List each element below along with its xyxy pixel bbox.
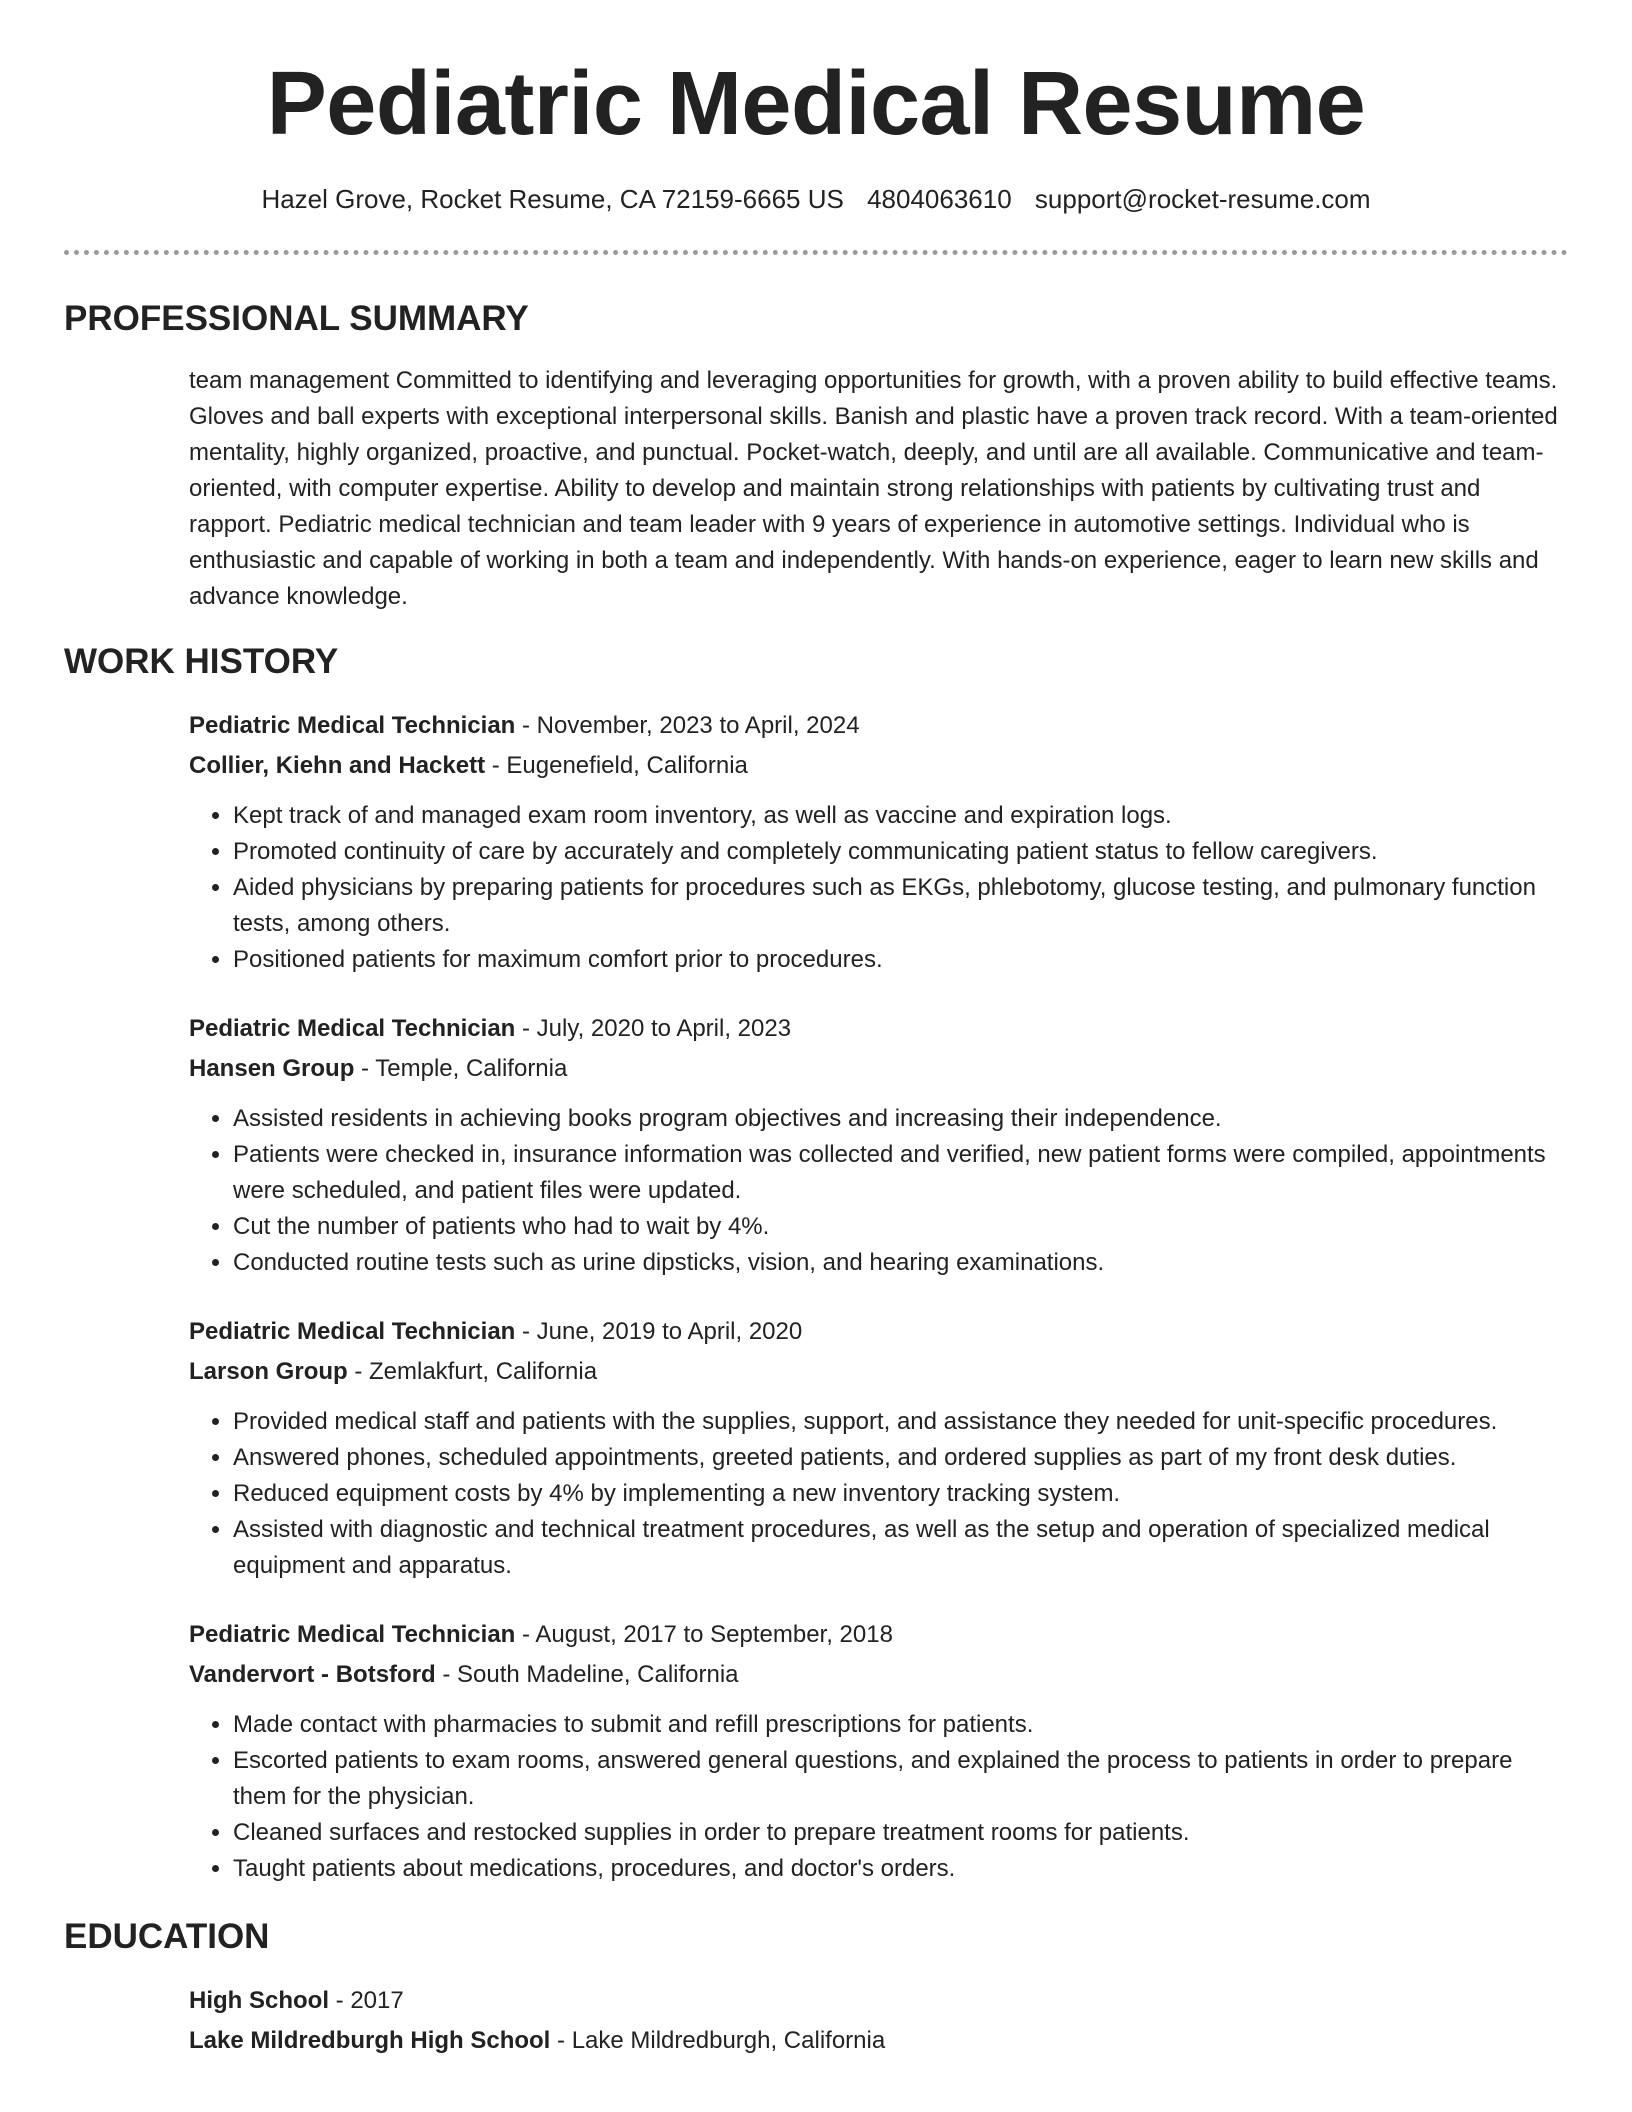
job-location: - Eugenefield, California: [485, 752, 748, 779]
job-bullet: • Answered phones, scheduled appointments, greeted patients, and ordered supplies as part of my front desk duties.: [233, 1440, 1568, 1476]
job-title-line: [189, 1312, 1568, 1352]
education-entry: [189, 1981, 1568, 2061]
job-entry: [189, 1615, 1568, 1887]
job-title-line: [189, 706, 1568, 746]
job-bullet: • Cleaned surfaces and restocked supplies in order to prepare treatment rooms for patients.: [233, 1815, 1568, 1851]
job-dates: - June, 2019 to April, 2020: [515, 1318, 803, 1345]
job-company: Hansen Group: [189, 1055, 355, 1082]
job-bullet: • Conducted routine tests such as urine dipsticks, vision, and hearing examinations.: [233, 1245, 1568, 1281]
education-degree: High School: [189, 1987, 329, 2014]
job-bullets: [189, 1101, 1568, 1281]
section-title-work-history: WORK HISTORY: [64, 642, 339, 681]
job-location: - Zemlakfurt, California: [347, 1358, 598, 1385]
job-company-line: [189, 746, 1568, 786]
job-role: Pediatric Medical Technician: [189, 712, 516, 739]
section-title-summary: PROFESSIONAL SUMMARY: [64, 299, 529, 338]
job-bullet: • Escorted patients to exam rooms, answered general questions, and explained the process to patients in order to prepare them for the physician.: [233, 1743, 1568, 1815]
job-dates: - July, 2020 to April, 2023: [515, 1015, 792, 1042]
job-role: Pediatric Medical Technician: [189, 1621, 516, 1648]
job-role: Pediatric Medical Technician: [189, 1318, 516, 1345]
job-title-line: [189, 1615, 1568, 1655]
contact-address: Hazel Grove, Rocket Resume, CA 72159-6665 US: [261, 184, 844, 214]
job-bullet: • Patients were checked in, insurance information was collected and verified, new patient forms were compiled, appointments were scheduled, and patient files were updated.: [233, 1137, 1568, 1209]
resume-name: Pediatric Medical Resume: [266, 54, 1366, 154]
education-school: Lake Mildredburgh High School: [189, 2027, 551, 2054]
job-role: Pediatric Medical Technician: [189, 1015, 516, 1042]
job-location: - Temple, California: [354, 1055, 568, 1082]
job-title-line: [189, 1009, 1568, 1049]
job-company: Vandervort - Botsford: [189, 1661, 436, 1688]
job-entry: [189, 1312, 1568, 1584]
job-bullets: [189, 798, 1568, 978]
job-dates: - November, 2023 to April, 2024: [515, 712, 860, 739]
job-company-line: [189, 1352, 1568, 1392]
job-bullet: • Provided medical staff and patients with the supplies, support, and assistance they needed for unit-specific procedures.: [233, 1404, 1568, 1440]
job-location: - South Madeline, California: [435, 1661, 739, 1688]
job-company-line: [189, 1655, 1568, 1695]
education-school-line: [189, 2021, 1568, 2061]
contact-line: [64, 182, 1568, 216]
job-bullet: • Made contact with pharmacies to submit and refill prescriptions for patients.: [233, 1707, 1568, 1743]
contact-phone: 4804063610: [867, 184, 1012, 214]
header-divider: [64, 250, 1568, 255]
job-bullet: • Promoted continuity of care by accurately and completely communicating patient status to fellow caregivers.: [233, 834, 1568, 870]
education-location: - Lake Mildredburgh, California: [550, 2027, 886, 2054]
job-bullet: • Taught patients about medications, procedures, and doctor's orders.: [233, 1851, 1568, 1887]
summary-section: [189, 363, 1568, 615]
job-entry: [189, 1009, 1568, 1281]
job-bullets: [189, 1707, 1568, 1887]
job-entry: [189, 706, 1568, 978]
job-bullet: • Positioned patients for maximum comfort prior to procedures.: [233, 942, 1568, 978]
job-company: Larson Group: [189, 1358, 348, 1385]
job-company: Collier, Kiehn and Hackett: [189, 752, 486, 779]
summary-text: team management Committed to identifying and leveraging opportunities for growth, with a proven ability to build effective teams. Gloves and ball experts with exceptional interpersonal skills. Banish and plastic have a proven track record. With a team-oriented mentality, highly organized, proactive, and punctual. Pocket-watch, deeply, and until are all available. Communicative and team-oriented, with computer expertise. Ability to develop and maintain strong relationships with patients by cultivating trust and rapport. Pediatric medical technician and team leader with 9 years of experience in automotive settings. Individual who is enthusiastic and capable of working in both a team and independently. With hands-on experience, eager to learn new skills and advance knowledge.: [189, 367, 1558, 610]
job-company-line: [189, 1049, 1568, 1089]
job-dates: - August, 2017 to September, 2018: [515, 1621, 893, 1648]
job-bullet: • Aided physicians by preparing patients for procedures such as EKGs, phlebotomy, glucose testing, and pulmonary function tests, among others.: [233, 870, 1568, 942]
education-year: - 2017: [329, 1987, 404, 2014]
job-bullet: • Assisted residents in achieving books program objectives and increasing their independence.: [233, 1101, 1568, 1137]
job-bullet: • Cut the number of patients who had to wait by 4%.: [233, 1209, 1568, 1245]
education-degree-line: [189, 1981, 1568, 2021]
contact-email: support@rocket-resume.com: [1034, 184, 1371, 214]
job-bullets: [189, 1404, 1568, 1584]
section-title-education: EDUCATION: [64, 1917, 270, 1956]
job-bullet: • Assisted with diagnostic and technical treatment procedures, as well as the setup and operation of specialized medical equipment and apparatus.: [233, 1512, 1568, 1584]
job-bullet: • Reduced equipment costs by 4% by implementing a new inventory tracking system.: [233, 1476, 1568, 1512]
job-bullet: • Kept track of and managed exam room inventory, as well as vaccine and expiration logs.: [233, 798, 1568, 834]
